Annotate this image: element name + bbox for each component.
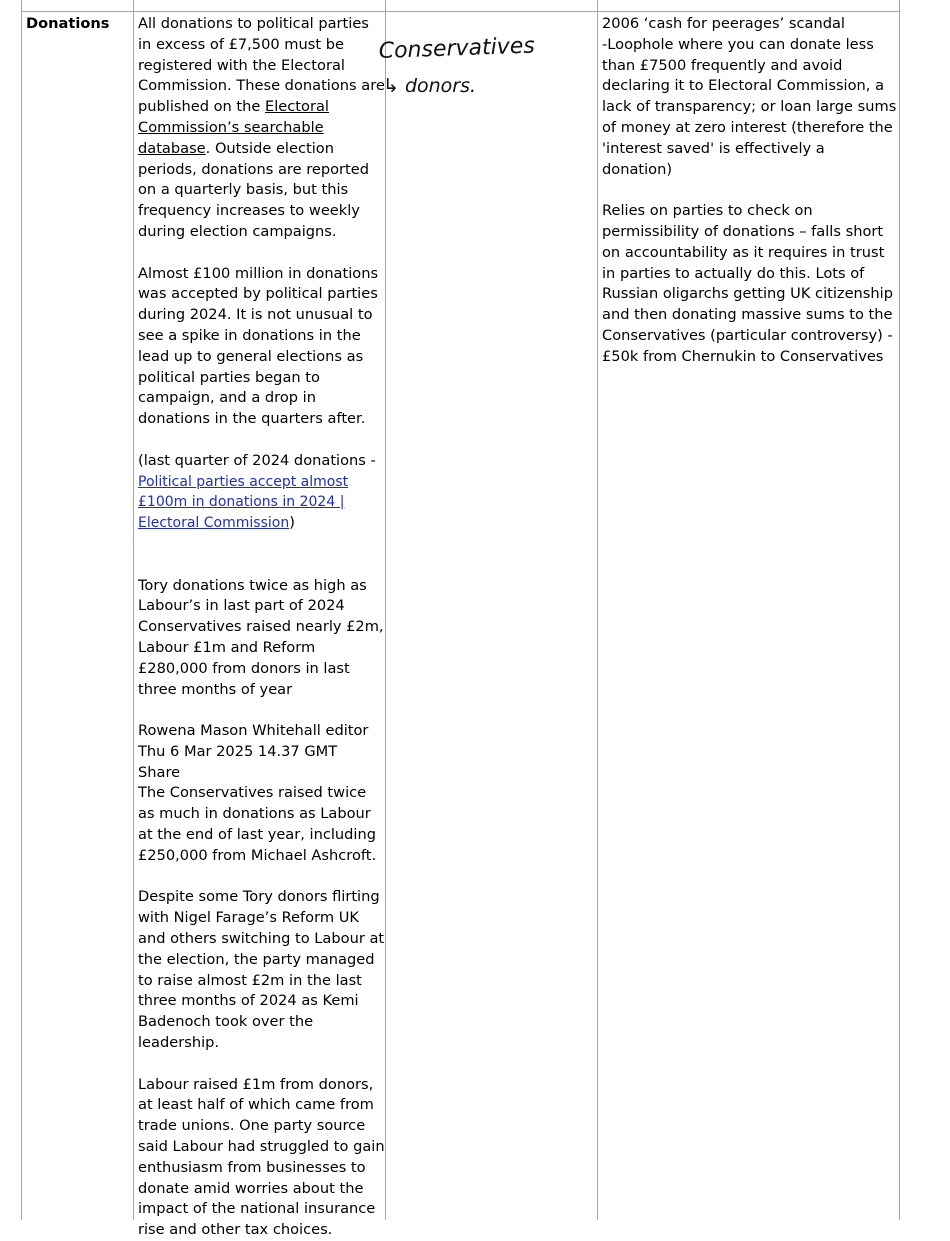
cash-for-peerages-line: 2006 ‘cash for peerages’ scandal (602, 15, 845, 32)
paragraph-conservatives-raised: The Conservatives raised twice as much in donations as Labour at the end of last year, including £250,000 from Michael Ashcroft. (138, 784, 377, 864)
row-label: Donations (26, 15, 110, 32)
text: . Outside election periods, donations are reported on a quarterly basis, but this frequency increases to weekly during election campaigns. (138, 139, 370, 240)
article-dateline: Thu 6 Mar 2025 14.37 GMT (138, 742, 338, 760)
text: All donations to political parties in excess of £7,500 must be registered with the Electoral Commission. These donations are published on the (138, 15, 385, 116)
spacer (602, 180, 898, 201)
paragraph-tory-donors: Despite some Tory donors flirting with Nigel Farage’s Reform UK and others switching to Labour at the election, the party managed to raise almost £2m in the last three months of 2024 as Kemi Badenoch took over the leadership. (138, 888, 385, 1052)
article-byline: Rowena Mason Whitehall editor (138, 722, 369, 740)
column-divider-3 (597, 0, 598, 1220)
row-label-cell (26, 14, 130, 35)
handwritten-line-1: Conservatives (378, 33, 536, 64)
share-text: Share (138, 763, 181, 781)
paragraph-2024-donations: Almost £100 million in donations was accepted by political parties during 2024. It is not unusual to see a spike in donations in the lead up to general elections as political parties began to campaign, and a drop in donations in the quarters after. (138, 264, 379, 428)
text: (last quarter of 2024 donations - (138, 451, 376, 469)
spacer (138, 1054, 386, 1075)
electoral-commission-database-link[interactable]: Electoral Commission’s searchable database (138, 98, 329, 157)
paragraph-last-quarter (138, 451, 386, 534)
column-divider-1 (133, 0, 134, 1220)
notes-table (21, 0, 900, 1239)
table-border-right (899, 0, 900, 1220)
spacer (138, 534, 386, 576)
analysis-cell (602, 14, 898, 368)
row-divider (21, 11, 900, 12)
spacer (138, 700, 386, 721)
spacer (138, 867, 386, 888)
handwritten-line-2: ↳ donors. (383, 75, 477, 97)
permissibility-paragraph: Relies on parties to check on permissibility of donations – falls short on accountability as it requires in trust in parties to actually do this. Lots of Russian oligarchs getting UK citizenship and then donating massive sums to the Conservatives (particular controversy) - £50k from Chernukin to Conservatives (602, 202, 893, 365)
text: ) (289, 514, 295, 532)
handwritten-annotation (377, 26, 577, 106)
spacer (138, 243, 386, 264)
paragraph-registration (138, 14, 386, 243)
details-cell (138, 14, 386, 1241)
spacer (138, 430, 386, 451)
loophole-paragraph: -Loophole where you can donate less than £7500 frequently and avoid declaring it to Electoral Commission, a lack of transparency; or loan large sums of money at zero interest (therefore the 'interest saved' is effectively a donation) (602, 35, 897, 178)
paragraph-labour-raised: Labour raised £1m from donors, at least half of which came from trade unions. One party source said Labour had struggled to gain enthusiasm from businesses to donate amid worries about the impact of the national insurance rise and other tax choices. (138, 1075, 385, 1239)
electoral-commission-article-link[interactable]: Political parties accept almost £100m in donations in 2024 | Electoral Commission (138, 473, 349, 532)
paragraph-tory-donations: Tory donations twice as high as Labour’s in last part of 2024 Conservatives raised nearly £2m, Labour £1m and Reform £280,000 from donors in last three months of year (138, 576, 384, 698)
table-border-left (21, 0, 22, 1220)
